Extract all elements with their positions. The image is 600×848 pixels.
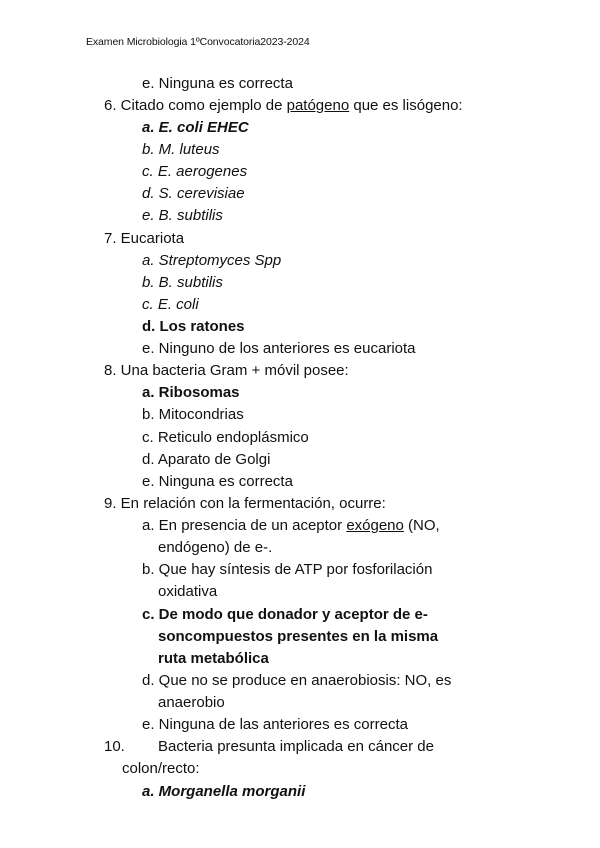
q10-stem-line1: Bacteria presunta implicada en cáncer de <box>158 738 434 755</box>
q10-stem-line2: colon/recto: <box>122 760 200 777</box>
q7-option-c: c. E. coli <box>142 296 199 313</box>
q5-option-e: e. Ninguna es correcta <box>142 75 293 92</box>
q8-option-e: e. Ninguna es correcta <box>142 473 293 490</box>
q10-number: 10. <box>104 738 125 755</box>
q6-stem <box>104 95 463 117</box>
q9-option-e: e. Ninguna de las anteriores es correcta <box>142 716 408 733</box>
q8-option-b: b. Mitocondrias <box>142 406 244 423</box>
q9-option-c-correct-line3: ruta metabólica <box>158 650 269 667</box>
q9-option-b-line2: oxidativa <box>158 583 218 600</box>
q10-option-a-correct: a. Morganella morganii <box>142 783 306 800</box>
q6-option-b: b. M. luteus <box>142 141 220 158</box>
q8-option-a-correct: a. Ribosomas <box>142 384 240 401</box>
q7-option-b: b. B. subtilis <box>142 274 223 291</box>
q8-option-d: d. Aparato de Golgi <box>142 451 271 468</box>
q9-option-c-correct-line2: soncompuestos presentes en la misma <box>158 628 439 645</box>
q6-stem-underlined: patógeno <box>286 97 350 114</box>
q9-stem: 9. En relación con la fermentación, ocurre: <box>104 495 386 512</box>
q6-option-a-correct: a. E. coli EHEC <box>142 119 249 136</box>
q9-option-a-pre: a. En presencia de un aceptor <box>142 517 347 534</box>
q7-stem: 7. Eucariota <box>104 230 185 247</box>
q7-option-a: a. Streptomyces Spp <box>142 252 282 269</box>
q9-option-b-line1: b. Que hay síntesis de ATP por fosforilación <box>142 561 433 578</box>
q7-option-d-correct: d. Los ratones <box>142 318 245 335</box>
q6-stem-pre: 6. Citado como ejemplo de <box>104 97 287 114</box>
q9-option-a-line1 <box>142 515 440 537</box>
q9-option-a-line2: endógeno) de e-. <box>158 539 273 556</box>
q6-option-d: d. S. cerevisiae <box>142 185 245 202</box>
q8-stem: 8. Una bacteria Gram + móvil posee: <box>104 362 349 379</box>
q9-option-c-correct-line1: c. De modo que donador y aceptor de e- <box>142 606 428 623</box>
q8-option-c: c. Reticulo endoplásmico <box>142 429 309 446</box>
q6-option-c: c. E. aerogenes <box>142 163 248 180</box>
q9-option-d-line1: d. Que no se produce en anaerobiosis: NO, es <box>142 672 452 689</box>
q6-stem-post: que es lisógeno: <box>349 97 463 114</box>
q7-option-e: e. Ninguno de los anteriores es eucariota <box>142 340 416 357</box>
q9-option-d-line2: anaerobio <box>158 694 225 711</box>
q6-option-e: e. B. subtilis <box>142 207 223 224</box>
page-header: Examen Microbiologia 1ºConvocatoria2023-2024 <box>86 36 310 48</box>
q9-option-a-underlined: exógeno <box>346 517 404 534</box>
q9-option-a-post: (NO, <box>403 517 440 534</box>
